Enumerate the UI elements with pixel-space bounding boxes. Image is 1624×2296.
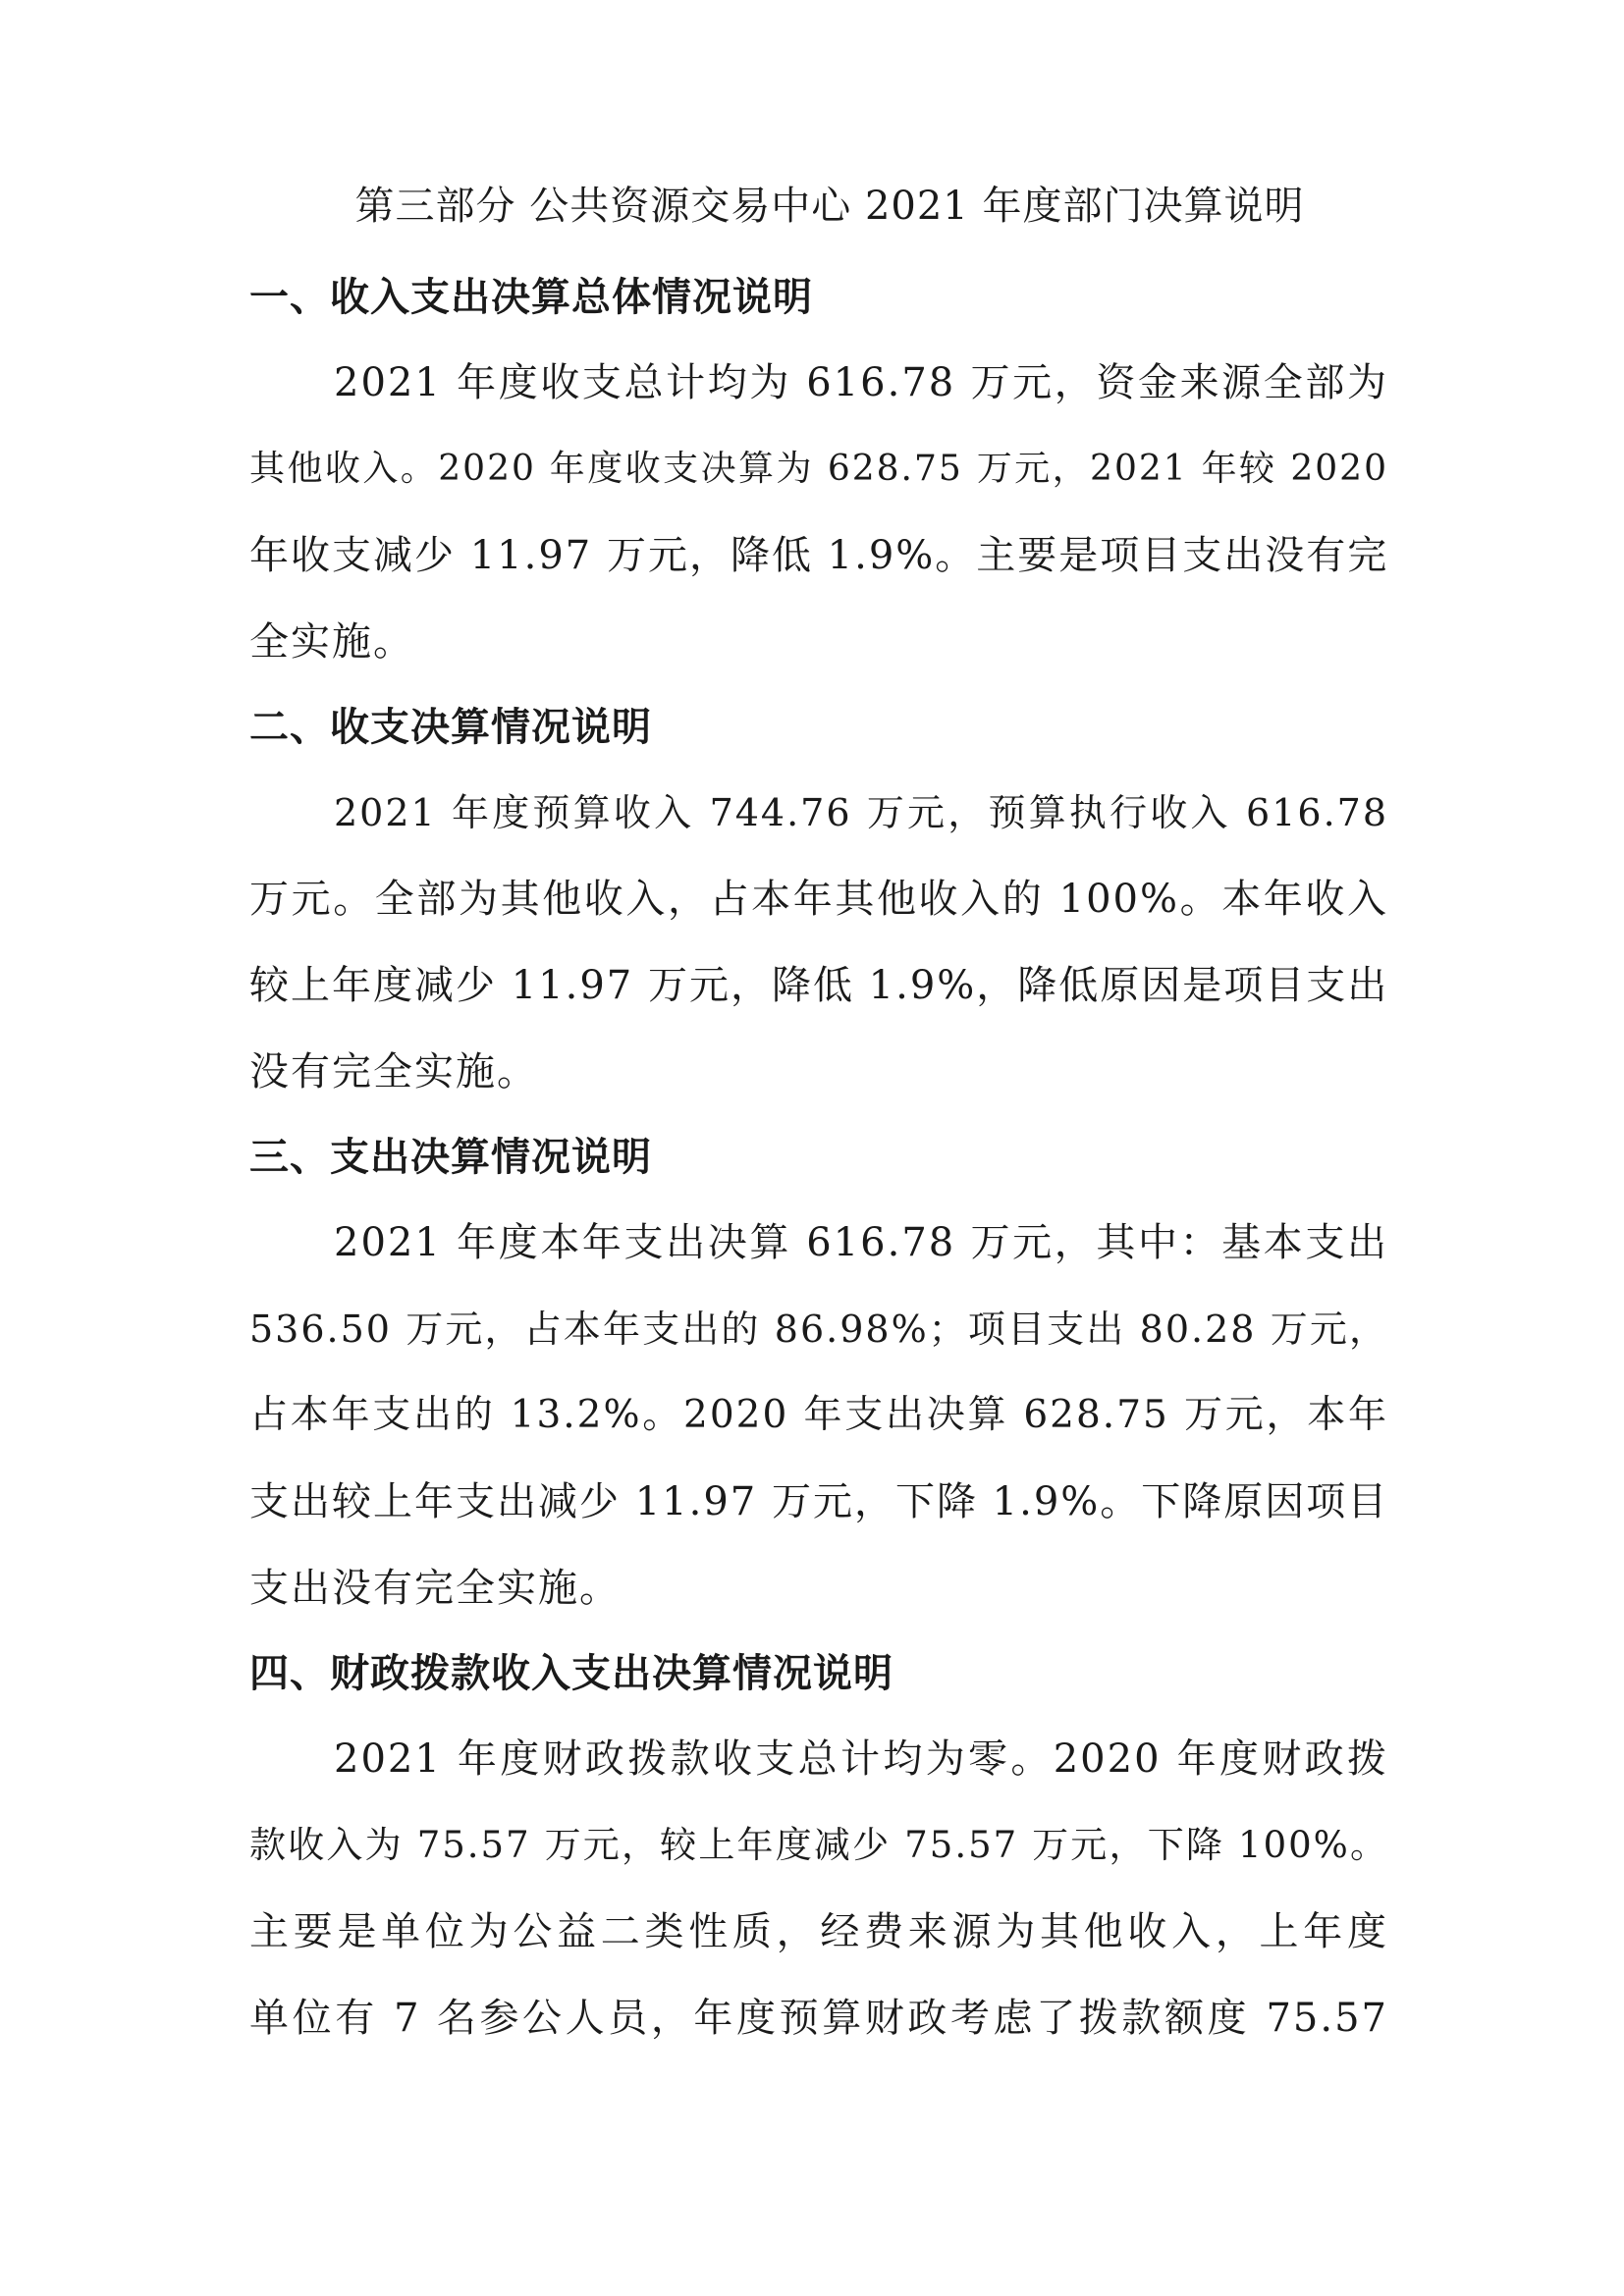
paragraph-line: 2021 年度本年支出决算 616.78 万元，其中：基本支出 (334, 1220, 1388, 1265)
paragraph-line: 2021 年度财政拨款收支总计均为零。2020 年度财政拨 (334, 1736, 1388, 1782)
paragraph-line: 支出较上年支出减少 11.97 万元，下降 1.9%。下降原因项目 (249, 1479, 1389, 1524)
document-title: 第三部分 公共资源交易中心 2021 年度部门决算说明 (354, 184, 1305, 229)
paragraph-line: 年收支减少 11.97 万元，降低 1.9%。主要是项目支出没有完 (249, 533, 1389, 578)
paragraph-line: 款收入为 75.57 万元，较上年度减少 75.57 万元，下降 100%。 (249, 1824, 1388, 1866)
paragraph-line: 较上年度减少 11.97 万元，降低 1.9%，降低原因是项目支出 (249, 963, 1389, 1008)
section-heading-1: 一、收入支出决算总体情况说明 (249, 275, 813, 320)
paragraph-line: 占本年支出的 13.2%。2020 年支出决算 628.75 万元，本年 (249, 1393, 1388, 1437)
paragraph-line: 其他收入。2020 年度收支决算为 628.75 万元，2021 年较 2020 (249, 449, 1388, 489)
paragraph-line: 全实施。 (249, 619, 414, 665)
paragraph-line: 没有完全实施。 (249, 1049, 538, 1095)
paragraph-line: 支出没有完全实施。 (249, 1566, 621, 1611)
paragraph-line: 2021 年度收支总计均为 616.78 万元，资金来源全部为 (334, 360, 1388, 405)
paragraph-line: 单位有 7 名参公人员，年度预算财政考虑了拨款额度 75.57 (249, 1996, 1388, 2041)
paragraph-line: 主要是单位为公益二类性质，经费来源为其他收入，上年度 (249, 1909, 1388, 1954)
section-heading-4: 四、财政拨款收入支出决算情况说明 (249, 1651, 893, 1696)
paragraph-line: 536.50 万元，占本年支出的 86.98%；项目支出 80.28 万元， (249, 1308, 1388, 1351)
paragraph-line: 2021 年度预算收入 744.76 万元，预算执行收入 616.78 (334, 791, 1388, 834)
section-heading-2: 二、收支决算情况说明 (249, 705, 652, 750)
paragraph-line: 万元。全部为其他收入，占本年其他收入的 100%。本年收入 (249, 877, 1388, 922)
section-heading-3: 三、支出决算情况说明 (249, 1135, 652, 1180)
